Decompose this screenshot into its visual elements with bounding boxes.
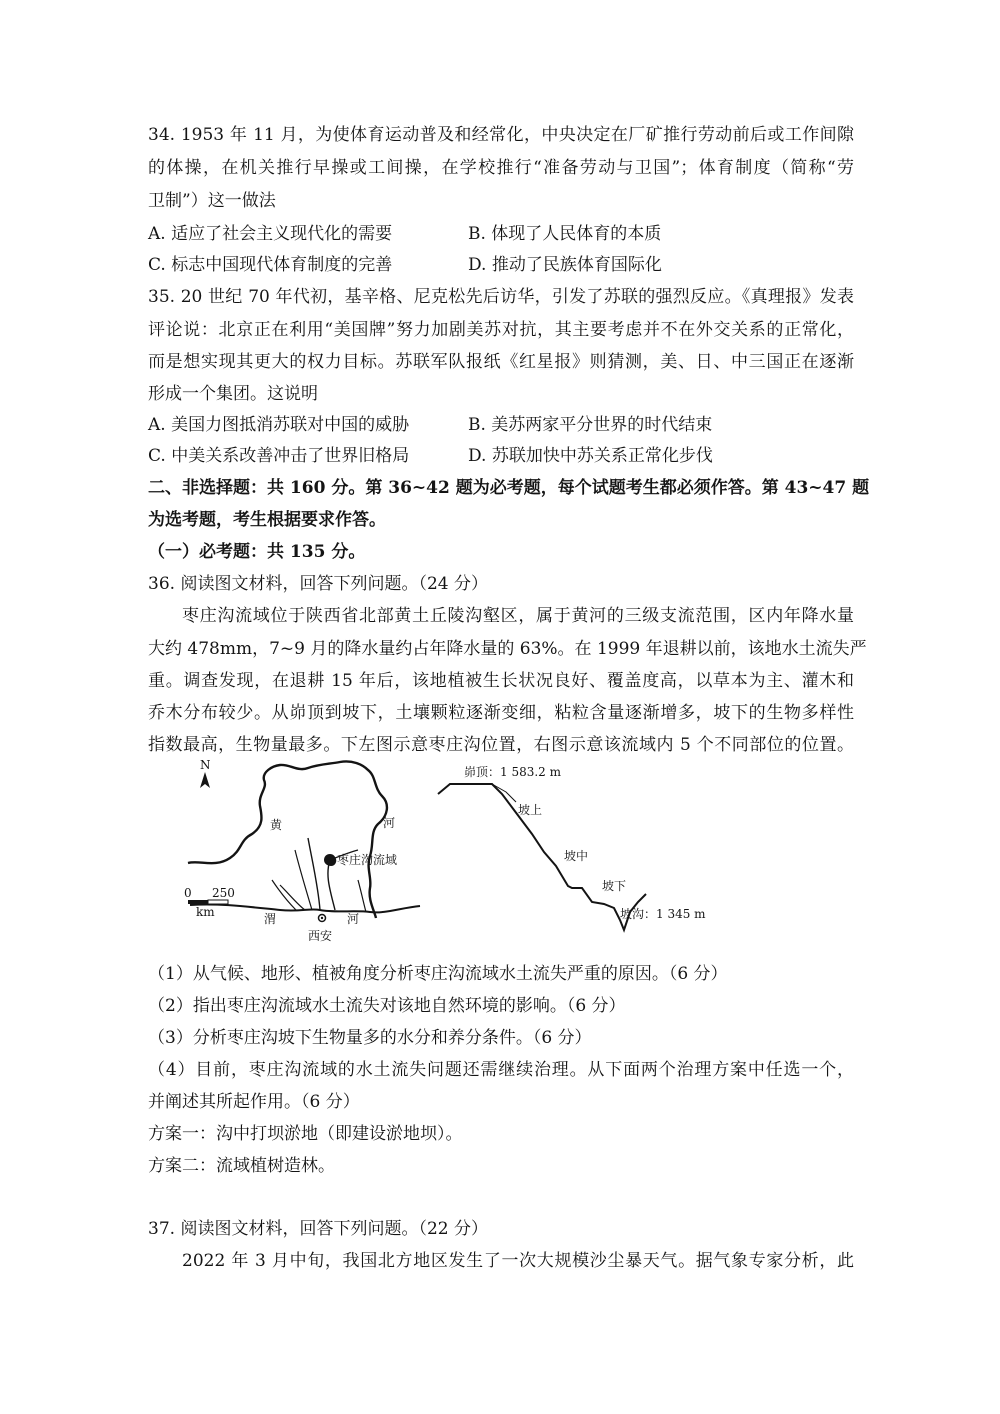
q36-question-1: （1）从气候、地形、植被角度分析枣庄沟流域水土流失严重的原因。（6 分） — [148, 964, 728, 984]
q36-plan-1: 方案一：沟中打坝淤地（即建设淤地坝）。 — [148, 1124, 463, 1144]
scale-bar — [188, 900, 228, 904]
wei-river-line — [190, 904, 420, 912]
q34-option-c: C. 标志中国现代体育制度的完善 — [148, 255, 393, 275]
tributary-line-1 — [328, 860, 335, 910]
q37-material-line-1: 2022 年 3 月中旬，我国北方地区发生了一次大规模沙尘暴天气。据气象专家分析，此 — [182, 1251, 854, 1271]
q36-question-4-line-2: 并阐述其所起作用。（6 分） — [148, 1092, 360, 1112]
scale-label-0: 0 — [184, 886, 192, 900]
profile-label-top: 峁顶：1 583.2 m — [464, 765, 561, 779]
q35-stem-line-3: 而是想实现其更大的权力目标。苏联军队报纸《红星报》则猜测，美、日、中三国正在逐渐 — [148, 352, 854, 372]
river-label-he: 河 — [383, 816, 396, 830]
river-label-wei: 渭 — [264, 912, 277, 926]
q36-material-line-5: 指数最高，生物量最多。下左图示意枣庄沟位置，右图示意该流域内 5 个不同部位的位置。 — [148, 735, 854, 755]
city-label-xian: 西安 — [308, 929, 333, 943]
q34-stem-line-1: 34. 1953 年 11 月，为使体育运动普及和经常化，中央决定在厂矿推行劳动前后或工作间隙 — [148, 125, 854, 145]
q36-material-line-4: 乔木分布较少。从峁顶到坡下，土壤颗粒逐渐变细，粘粒含量逐渐增多，坡下的生物多样性 — [148, 703, 854, 723]
tributary-line-7 — [358, 880, 366, 912]
profile-label-gully: 坡沟：1 345 m — [620, 907, 706, 921]
q34-option-a: A. 适应了社会主义现代化的需要 — [148, 224, 393, 244]
q37-title: 37. 阅读图文材料，回答下列问题。（22 分） — [148, 1219, 488, 1239]
q36-question-4-line-1: （4）目前，枣庄沟流域的水土流失问题还需继续治理。从下面两个治理方案中任选一个， — [148, 1060, 854, 1080]
q36-question-2: （2）指出枣庄沟流域水土流失对该地自然环境的影响。（6 分） — [148, 996, 626, 1016]
section2-part1-heading: （一）必考题：共 135 分。 — [148, 542, 366, 562]
section2-heading-line-2: 为选考题，考生根据要求作答。 — [148, 510, 386, 530]
profile-label-lower: 坡下 — [602, 879, 627, 893]
location-map-svg — [180, 760, 440, 950]
q36-material-line-1: 枣庄沟流域位于陕西省北部黄土丘陵沟壑区，属于黄河的三级支流范围，区内年降水量 — [182, 606, 854, 626]
q34-stem-line-3: 卫制”）这一做法 — [148, 191, 276, 211]
q34-option-d: D. 推动了民族体育国际化 — [468, 255, 662, 275]
north-label: N — [200, 760, 211, 772]
slope-profile-svg — [432, 762, 752, 937]
river-label-huang: 黄 — [270, 818, 283, 832]
basin-marker-icon — [324, 854, 336, 866]
q35-option-d: D. 苏联加快中苏关系正常化步伐 — [468, 446, 713, 466]
scale-label-250: 250 — [212, 886, 235, 900]
tributary-line-2 — [308, 838, 320, 910]
profile-label-upper: 坡上 — [518, 803, 543, 817]
q35-stem-line-2: 评论说：北京正在利用“美国牌”努力加剧美苏对抗，其主要考虑并不在外交关系的正常化， — [148, 320, 854, 340]
river-label-wei-he: 河 — [347, 912, 360, 926]
section2-heading-line-1: 二、非选择题：共 160 分。第 36~42 题为必考题，每个试题考生都必须作答。第 43~47 题 — [148, 478, 870, 498]
q36-material-line-2: 大约 478mm，7~9 月的降水量约占年降水量的 63%。在 1999 年退耕以前，该地水土流失严 — [148, 639, 867, 659]
basin-label: 枣庄沟流域 — [337, 853, 398, 867]
q34-stem-line-2: 的体操，在机关推行早操或工间操，在学校推行“准备劳动与卫国”；体育制度（简称“劳 — [148, 158, 854, 178]
q35-stem-line-1: 35. 20 世纪 70 年代初，基辛格、尼克松先后访华，引发了苏联的强烈反应。《真理报》发表 — [148, 287, 854, 307]
slope-profile-figure — [432, 762, 752, 937]
north-arrow-icon — [200, 772, 210, 788]
q36-question-3: （3）分析枣庄沟坡下生物量多的水分和养分条件。（6 分） — [148, 1028, 592, 1048]
q35-stem-line-4: 形成一个集团。这说明 — [148, 384, 318, 404]
q36-plan-2: 方案二：流域植树造林。 — [148, 1156, 335, 1176]
location-map-figure — [180, 760, 440, 950]
q36-title: 36. 阅读图文材料，回答下列问题。（24 分） — [148, 574, 488, 594]
tributary-line-5 — [272, 880, 296, 910]
profile-label-middle: 坡中 — [564, 849, 589, 863]
q36-material-line-3: 重。调查发现，在退耕 15 年后，该地植被生长状况良好、覆盖度高，以草本为主、灌木和 — [148, 671, 854, 691]
q35-option-a: A. 美国力图抵消苏联对中国的威胁 — [148, 415, 410, 435]
q34-option-b: B. 体现了人民体育的本质 — [468, 224, 662, 244]
q35-option-b: B. 美苏两家平分世界的时代结束 — [468, 415, 713, 435]
q35-option-c: C. 中美关系改善冲击了世界旧格局 — [148, 446, 410, 466]
city-marker-icon — [319, 915, 326, 922]
tributary-line-3 — [295, 850, 312, 910]
scale-unit-label: km — [196, 905, 215, 919]
